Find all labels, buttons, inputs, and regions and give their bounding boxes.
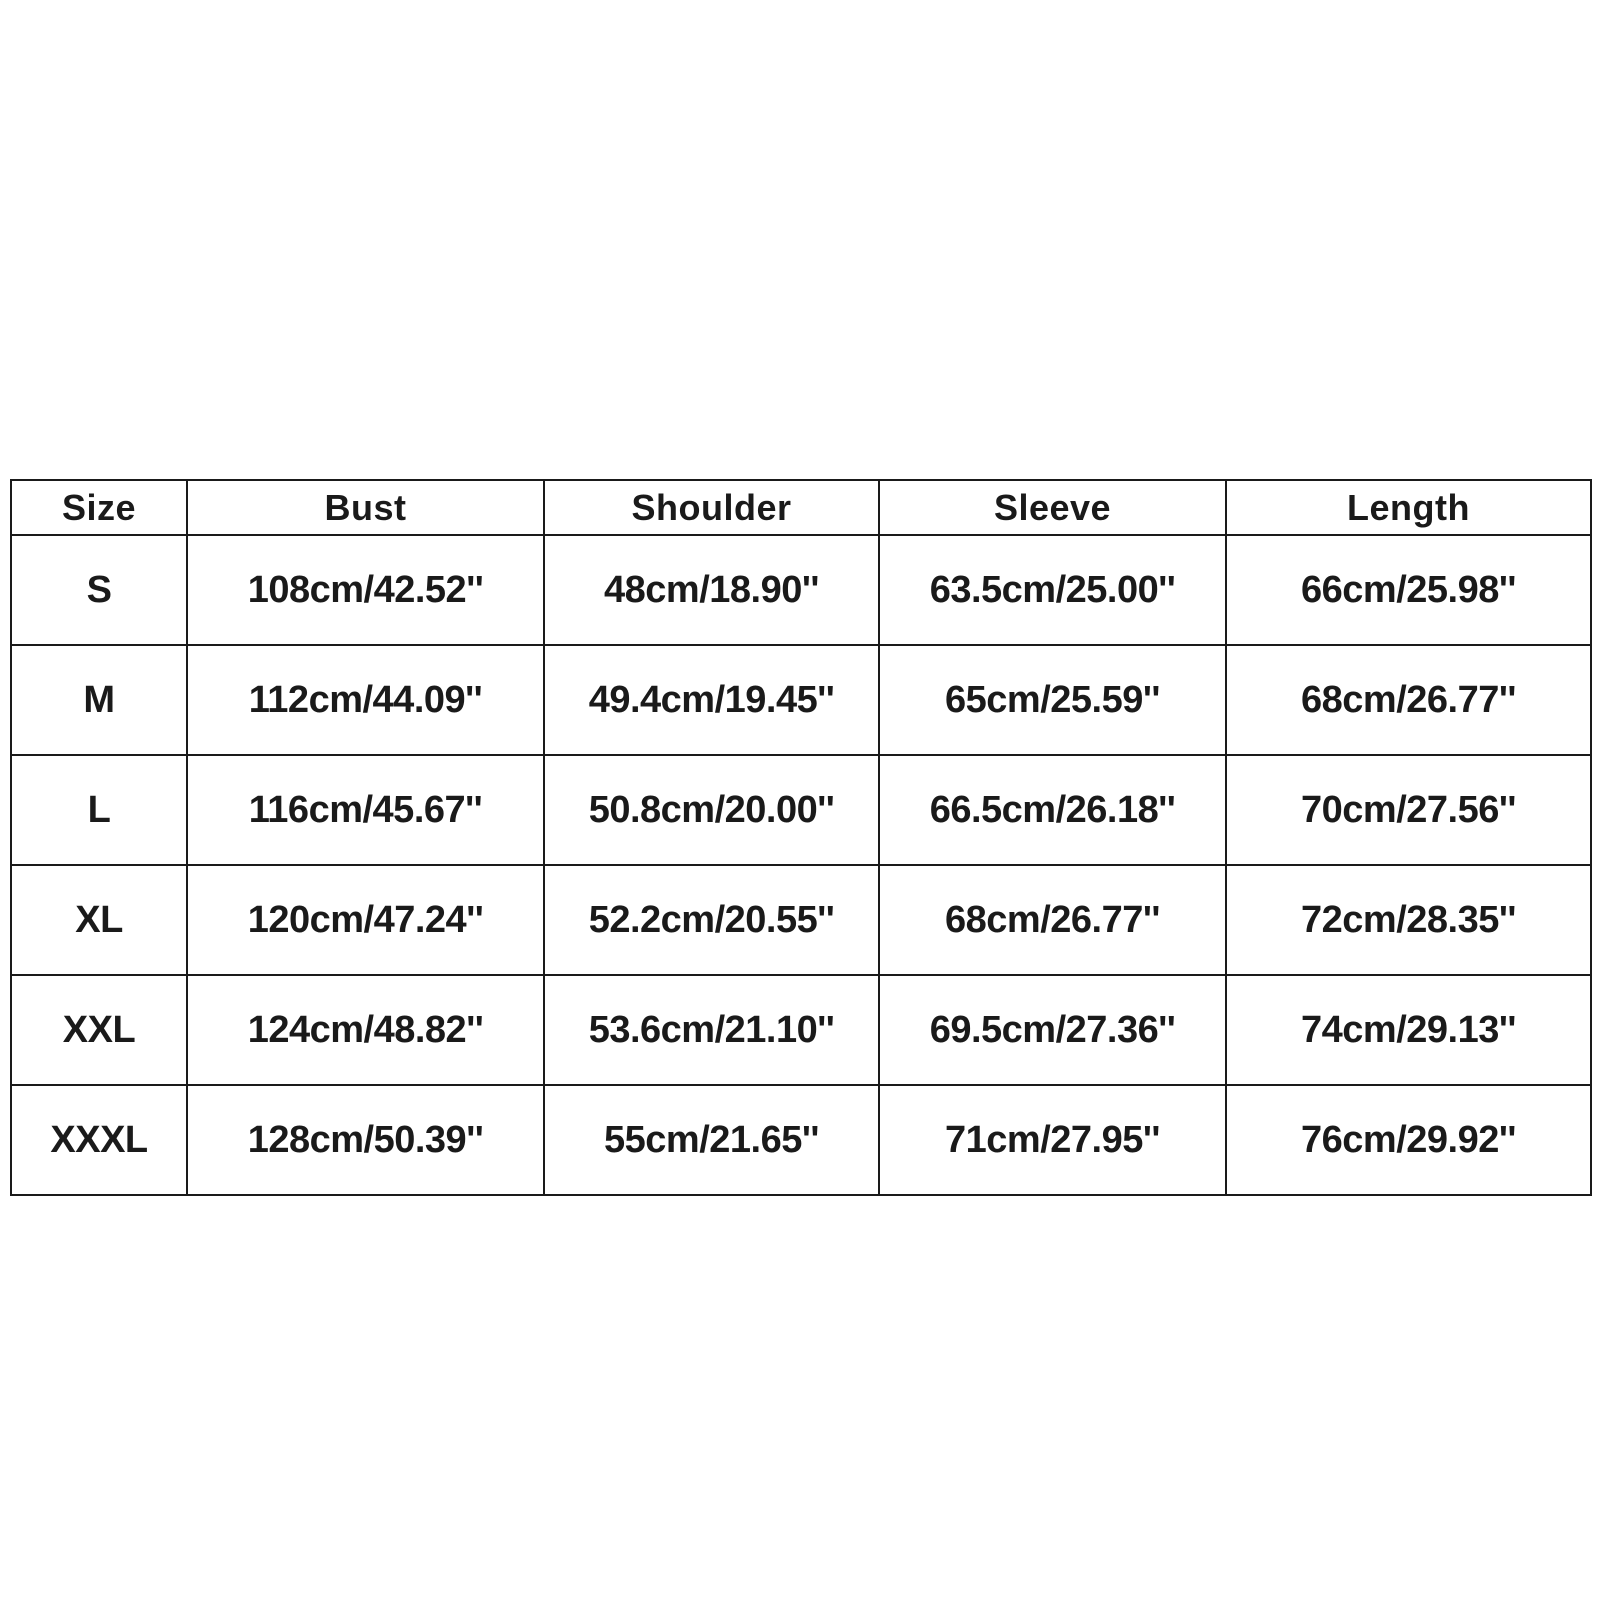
sleeve-cell: 68cm/26.77''	[879, 865, 1226, 975]
sleeve-cell: 66.5cm/26.18''	[879, 755, 1226, 865]
table-row	[11, 975, 1591, 1085]
header-bust: Bust	[187, 480, 544, 535]
shoulder-cell: 52.2cm/20.55''	[544, 865, 879, 975]
shoulder-cell: 49.4cm/19.45''	[544, 645, 879, 755]
sleeve-cell: 65cm/25.59''	[879, 645, 1226, 755]
length-cell: 66cm/25.98''	[1226, 535, 1591, 645]
length-cell: 68cm/26.77''	[1226, 645, 1591, 755]
size-cell: S	[11, 535, 187, 645]
size-cell: M	[11, 645, 187, 755]
size-cell: XXL	[11, 975, 187, 1085]
bust-cell: 112cm/44.09''	[187, 645, 544, 755]
length-cell: 72cm/28.35''	[1226, 865, 1591, 975]
bust-cell: 108cm/42.52''	[187, 535, 544, 645]
header-row	[11, 480, 1591, 535]
size-chart-table	[10, 479, 1592, 1196]
table-row	[11, 535, 1591, 645]
bust-cell: 124cm/48.82''	[187, 975, 544, 1085]
sleeve-cell: 71cm/27.95''	[879, 1085, 1226, 1195]
size-cell: L	[11, 755, 187, 865]
header-shoulder: Shoulder	[544, 480, 879, 535]
shoulder-cell: 50.8cm/20.00''	[544, 755, 879, 865]
header-length: Length	[1226, 480, 1591, 535]
header-sleeve: Sleeve	[879, 480, 1226, 535]
bust-cell: 120cm/47.24''	[187, 865, 544, 975]
shoulder-cell: 55cm/21.65''	[544, 1085, 879, 1195]
size-cell: XXXL	[11, 1085, 187, 1195]
sleeve-cell: 69.5cm/27.36''	[879, 975, 1226, 1085]
table-row	[11, 865, 1591, 975]
bust-cell: 128cm/50.39''	[187, 1085, 544, 1195]
bust-cell: 116cm/45.67''	[187, 755, 544, 865]
sleeve-cell: 63.5cm/25.00''	[879, 535, 1226, 645]
table-row	[11, 1085, 1591, 1195]
table-row	[11, 755, 1591, 865]
header-size: Size	[11, 480, 187, 535]
length-cell: 76cm/29.92''	[1226, 1085, 1591, 1195]
shoulder-cell: 48cm/18.90''	[544, 535, 879, 645]
length-cell: 74cm/29.13''	[1226, 975, 1591, 1085]
table-row	[11, 645, 1591, 755]
size-cell: XL	[11, 865, 187, 975]
length-cell: 70cm/27.56''	[1226, 755, 1591, 865]
shoulder-cell: 53.6cm/21.10''	[544, 975, 879, 1085]
